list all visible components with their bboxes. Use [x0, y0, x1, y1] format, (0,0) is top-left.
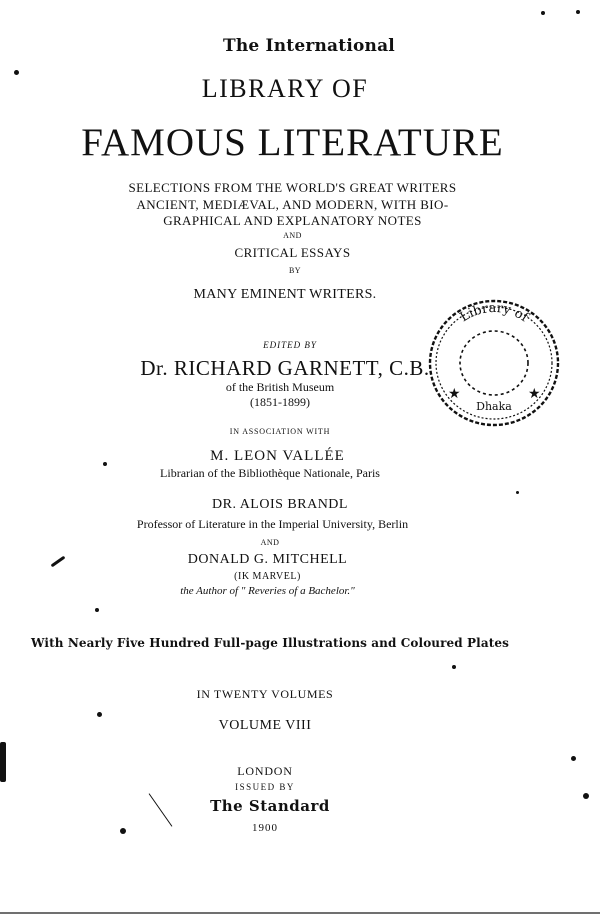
illustrations-line: With Nearly Five Hundred Full-page Illustrations and Coloured Plates	[31, 636, 509, 650]
scan-bottom-edge	[0, 912, 600, 914]
edited-by: EDITED BY	[263, 340, 317, 350]
stamp-star-left-icon: ★	[448, 386, 461, 402]
scan-speck	[95, 608, 99, 612]
assoc1-role: Librarian of the Bibliothèque Nationale, Paris	[160, 466, 380, 480]
assoc2-name: DR. ALOIS BRANDL	[212, 497, 348, 512]
scan-edge-mark	[0, 742, 6, 782]
editor-name: Dr. RICHARD GARNETT, C.B.	[140, 356, 430, 380]
scan-speck	[576, 10, 580, 14]
scan-speck	[14, 70, 19, 75]
library-of: LIBRARY OF	[201, 74, 369, 103]
scan-speck	[571, 756, 576, 761]
scan-speck	[97, 712, 102, 717]
editor-years: (1851-1899)	[250, 395, 310, 409]
series-header: The International	[223, 36, 395, 56]
editor-role: of the British Museum	[225, 380, 335, 394]
scan-speck	[452, 665, 456, 669]
volumes-line: IN TWENTY VOLUMES	[196, 687, 334, 701]
in-association: IN ASSOCIATION WITH	[229, 427, 331, 436]
assoc3-name: DONALD G. MITCHELL	[187, 552, 348, 567]
assoc1-name: M. LEON VALLÉE	[210, 448, 345, 464]
assoc2-role: Professor of Literature in the Imperial University, Berlin	[136, 517, 409, 531]
library-stamp	[420, 294, 568, 432]
volume-number: VOLUME VIII	[218, 718, 312, 733]
and-label-2: AND	[260, 538, 280, 547]
scan-speck	[516, 491, 519, 494]
stamp-star-right-icon: ★	[528, 386, 541, 402]
stamp-top-text: Library of	[457, 300, 531, 326]
year: 1900	[252, 822, 278, 834]
subtitle-line-3: GRAPHICAL AND EXPLANATORY NOTES	[163, 213, 422, 228]
many-writers: MANY EMINENT WRITERS.	[193, 287, 377, 302]
issued-by: ISSUED BY	[235, 782, 295, 792]
subtitle-line-2: ANCIENT, MEDIÆVAL, AND MODERN, WITH BIO-	[136, 197, 449, 212]
city: LONDON	[237, 764, 293, 778]
assoc3-role: the Author of " Reveries of a Bachelor."	[180, 585, 355, 597]
assoc3-alias: (IK MARVEL)	[234, 571, 301, 582]
scan-speck	[120, 828, 126, 834]
subtitle-line-1: SELECTIONS FROM THE WORLD'S GREAT WRITERS	[128, 180, 457, 195]
scan-speck	[103, 462, 107, 466]
publisher: The Standard	[210, 797, 330, 815]
scan-speck	[583, 793, 589, 799]
critical-essays: CRITICAL ESSAYS	[234, 245, 351, 260]
by-label: BY	[288, 266, 302, 275]
scan-speck	[541, 11, 545, 15]
stamp-bottom-text: Dhaka	[476, 400, 512, 413]
and-label-1: AND	[283, 231, 302, 240]
main-title: FAMOUS LITERATURE	[81, 121, 504, 164]
